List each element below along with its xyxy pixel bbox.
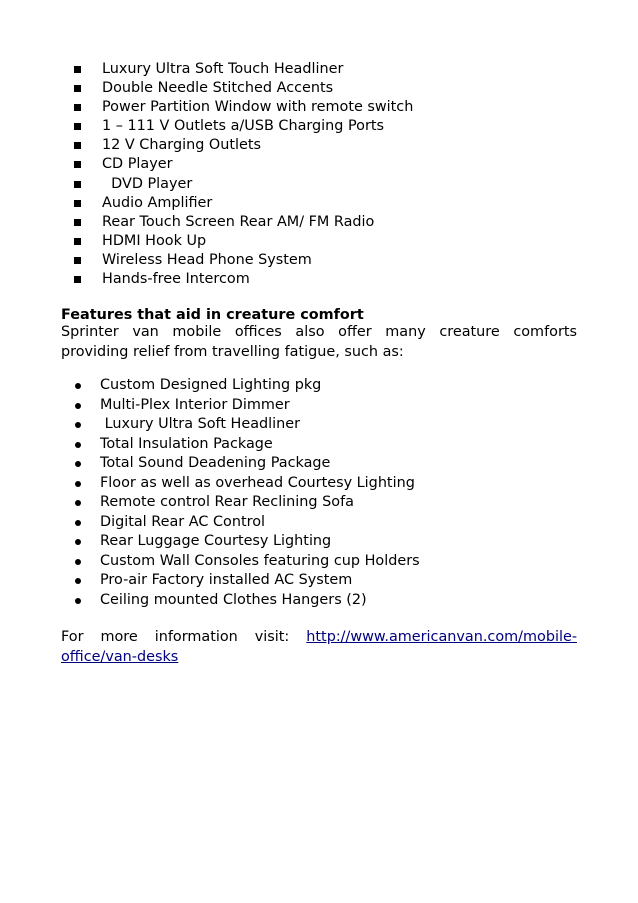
round-bullet-icon bbox=[75, 422, 81, 428]
more-info-link-continued[interactable]: office/van-desks bbox=[61, 648, 179, 665]
list-item: Custom Designed Lighting pkg bbox=[0, 376, 638, 396]
list-item: Wireless Head Phone System bbox=[0, 251, 638, 270]
list-item: Digital Rear AC Control bbox=[0, 513, 638, 533]
list-item: HDMI Hook Up bbox=[0, 232, 638, 251]
square-bullet-icon bbox=[74, 238, 81, 245]
list-item: Custom Wall Consoles featuring cup Holders bbox=[0, 552, 638, 572]
square-bullet-icon bbox=[74, 161, 81, 168]
round-bullet-icon bbox=[75, 461, 81, 467]
square-bullet-icon bbox=[74, 257, 81, 264]
list-item: Audio Amplifier bbox=[0, 194, 638, 213]
list-item: CD Player bbox=[0, 155, 638, 174]
more-info-line bbox=[61, 628, 577, 648]
round-bullet-icon bbox=[75, 383, 81, 389]
square-bullet-icon bbox=[74, 276, 81, 283]
list-item: Floor as well as overhead Courtesy Lighting bbox=[0, 474, 638, 494]
list-item: Rear Touch Screen Rear AM/ FM Radio bbox=[0, 213, 638, 232]
round-bullet-icon bbox=[75, 520, 81, 526]
round-bullet-icon bbox=[75, 598, 81, 604]
round-bullet-icon bbox=[75, 578, 81, 584]
square-bullet-icon bbox=[74, 200, 81, 207]
square-bullet-icon bbox=[74, 181, 81, 188]
list-item: Rear Luggage Courtesy Lighting bbox=[0, 532, 638, 552]
round-bullet-icon bbox=[75, 442, 81, 448]
list-item: DVD Player bbox=[0, 175, 638, 194]
list-item: Pro-air Factory installed AC System bbox=[0, 571, 638, 591]
list-item: Luxury Ultra Soft Headliner bbox=[0, 415, 638, 435]
list-item: Ceiling mounted Clothes Hangers (2) bbox=[0, 591, 638, 611]
list-item: Total Sound Deadening Package bbox=[0, 454, 638, 474]
list-item: Hands-free Intercom bbox=[0, 270, 638, 289]
square-bullet-icon bbox=[74, 104, 81, 111]
more-info-link[interactable]: http://www.americanvan.com/mobile- bbox=[306, 629, 578, 645]
square-bullet-icon bbox=[74, 123, 81, 130]
list-item: Luxury Ultra Soft Touch Headliner bbox=[0, 60, 638, 79]
section-heading: Features that aid in creature comfort bbox=[61, 307, 364, 323]
round-bullet-icon bbox=[75, 500, 81, 506]
square-bullet-icon bbox=[74, 142, 81, 149]
list-item: Double Needle Stitched Accents bbox=[0, 79, 638, 98]
list-item: Total Insulation Package bbox=[0, 435, 638, 455]
more-info-prefix: For more information visit: bbox=[61, 629, 290, 645]
list-item: Multi-Plex Interior Dimmer bbox=[0, 396, 638, 416]
round-bullet-icon bbox=[75, 559, 81, 565]
list-item: Power Partition Window with remote switch bbox=[0, 98, 638, 117]
list-item: 1 – 111 V Outlets a/USB Charging Ports bbox=[0, 117, 638, 136]
features-list bbox=[0, 60, 638, 289]
round-bullet-icon bbox=[75, 403, 81, 409]
square-bullet-icon bbox=[74, 66, 81, 73]
round-bullet-icon bbox=[75, 539, 81, 545]
intro-paragraph-line: providing relief from travelling fatigue, such as: bbox=[61, 343, 404, 360]
round-bullet-icon bbox=[75, 481, 81, 487]
comfort-features-list bbox=[0, 376, 638, 610]
more-info-line-continued bbox=[61, 648, 577, 668]
list-item: 12 V Charging Outlets bbox=[0, 136, 638, 155]
intro-paragraph-line: Sprinter van mobile offices also offer many creature comforts bbox=[61, 324, 577, 340]
list-item: Remote control Rear Reclining Sofa bbox=[0, 493, 638, 513]
square-bullet-icon bbox=[74, 219, 81, 226]
square-bullet-icon bbox=[74, 85, 81, 92]
